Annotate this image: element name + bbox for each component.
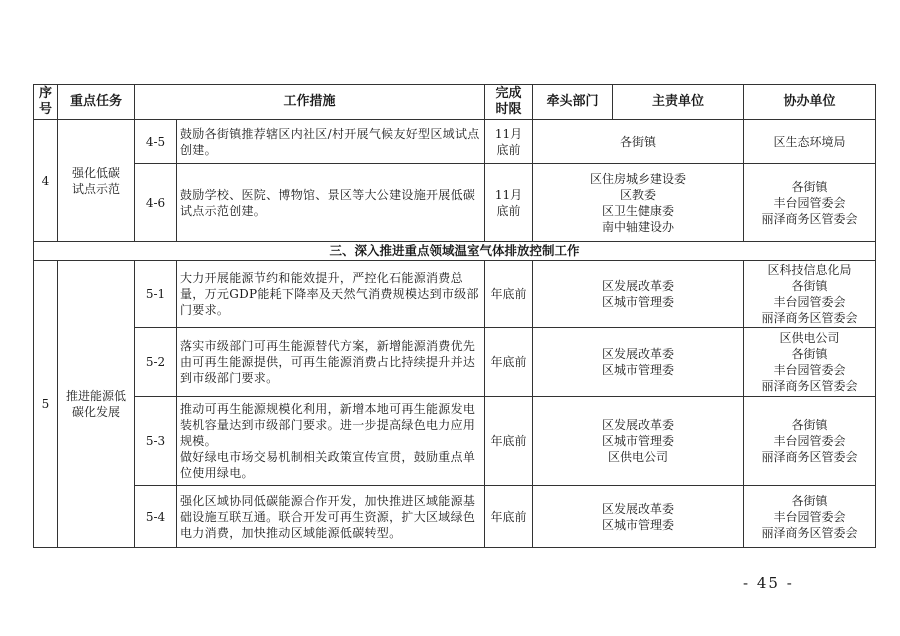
row-id: 5-1 [135, 261, 177, 328]
page-number: - 45 - [743, 574, 794, 592]
row-id: 5-3 [135, 397, 177, 486]
header-lead: 牵头部门 [533, 85, 613, 120]
row-lead: 区发展改革委 区城市管理委 [533, 328, 744, 397]
header-measure: 工作措施 [135, 85, 485, 120]
row-id: 4-5 [135, 120, 177, 164]
row-deadline: 年底前 [485, 397, 533, 486]
row-deadline: 11月底前 [485, 164, 533, 242]
header-row [34, 85, 876, 120]
row-lead: 区发展改革委 区城市管理委 [533, 261, 744, 328]
row-id: 5-2 [135, 328, 177, 397]
header-task: 重点任务 [58, 85, 135, 120]
header-assist: 协办单位 [744, 85, 876, 120]
table-row [34, 164, 876, 242]
table-row [34, 328, 876, 397]
row-deadline: 11月底前 [485, 120, 533, 164]
header-seq: 序号 [34, 85, 58, 120]
group-task: 强化低碳试点示范 [58, 120, 135, 242]
row-lead: 区住房城乡建设委 区教委 区卫生健康委 南中轴建设办 [533, 164, 744, 242]
row-assist: 区供电公司 各街镇 丰台园管委会 丽泽商务区管委会 [744, 328, 876, 397]
section-title: 三、深入推进重点领域温室气体排放控制工作 [34, 242, 876, 261]
group-number: 4 [34, 120, 58, 242]
row-lead: 各街镇 [533, 120, 744, 164]
row-id: 5-4 [135, 486, 177, 548]
row-deadline: 年底前 [485, 486, 533, 548]
row-assist: 各街镇 丰台园管委会 丽泽商务区管委会 [744, 486, 876, 548]
row-deadline: 年底前 [485, 328, 533, 397]
row-measure: 鼓励学校、医院、博物馆、景区等大公建设施开展低碳试点示范创建。 [177, 164, 485, 242]
row-assist: 各街镇 丰台园管委会 丽泽商务区管委会 [744, 397, 876, 486]
header-main: 主责单位 [613, 85, 744, 120]
row-deadline: 年底前 [485, 261, 533, 328]
row-lead: 区发展改革委 区城市管理委 区供电公司 [533, 397, 744, 486]
section-row [34, 242, 876, 261]
row-measure: 鼓励各街镇推荐辖区内社区/村开展气候友好型区域试点创建。 [177, 120, 485, 164]
group-task: 推进能源低碳化发展 [58, 261, 135, 548]
table-row [34, 261, 876, 328]
table-row [34, 120, 876, 164]
task-table [33, 84, 876, 548]
group-number: 5 [34, 261, 58, 548]
row-assist: 区科技信息化局 各街镇 丰台园管委会 丽泽商务区管委会 [744, 261, 876, 328]
row-id: 4-6 [135, 164, 177, 242]
table-row [34, 486, 876, 548]
row-measure: 落实市级部门可再生能源替代方案，新增能源消费优先由可再生能源提供，可再生能源消费占比持续提升并达到市级部门要求。 [177, 328, 485, 397]
row-assist: 区生态环境局 [744, 120, 876, 164]
row-lead: 区发展改革委 区城市管理委 [533, 486, 744, 548]
row-measure: 强化区域协同低碳能源合作开发，加快推进区域能源基础设施互联互通。联合开发可再生资源，扩大区域绿色电力消费，加快推动区域能源低碳转型。 [177, 486, 485, 548]
table-row [34, 397, 876, 486]
row-measure: 推动可再生能源规模化利用，新增本地可再生能源发电装机容量达到市级部门要求。进一步提高绿色电力应用规模。 做好绿电市场交易机制相关政策宣传宣贯，鼓励重点单位使用绿电。 [177, 397, 485, 486]
row-assist: 各街镇 丰台园管委会 丽泽商务区管委会 [744, 164, 876, 242]
header-deadline: 完成时限 [485, 85, 533, 120]
row-measure: 大力开展能源节约和能效提升，严控化石能源消费总量，万元GDP能耗下降率及天然气消费规模达到市级部门要求。 [177, 261, 485, 328]
